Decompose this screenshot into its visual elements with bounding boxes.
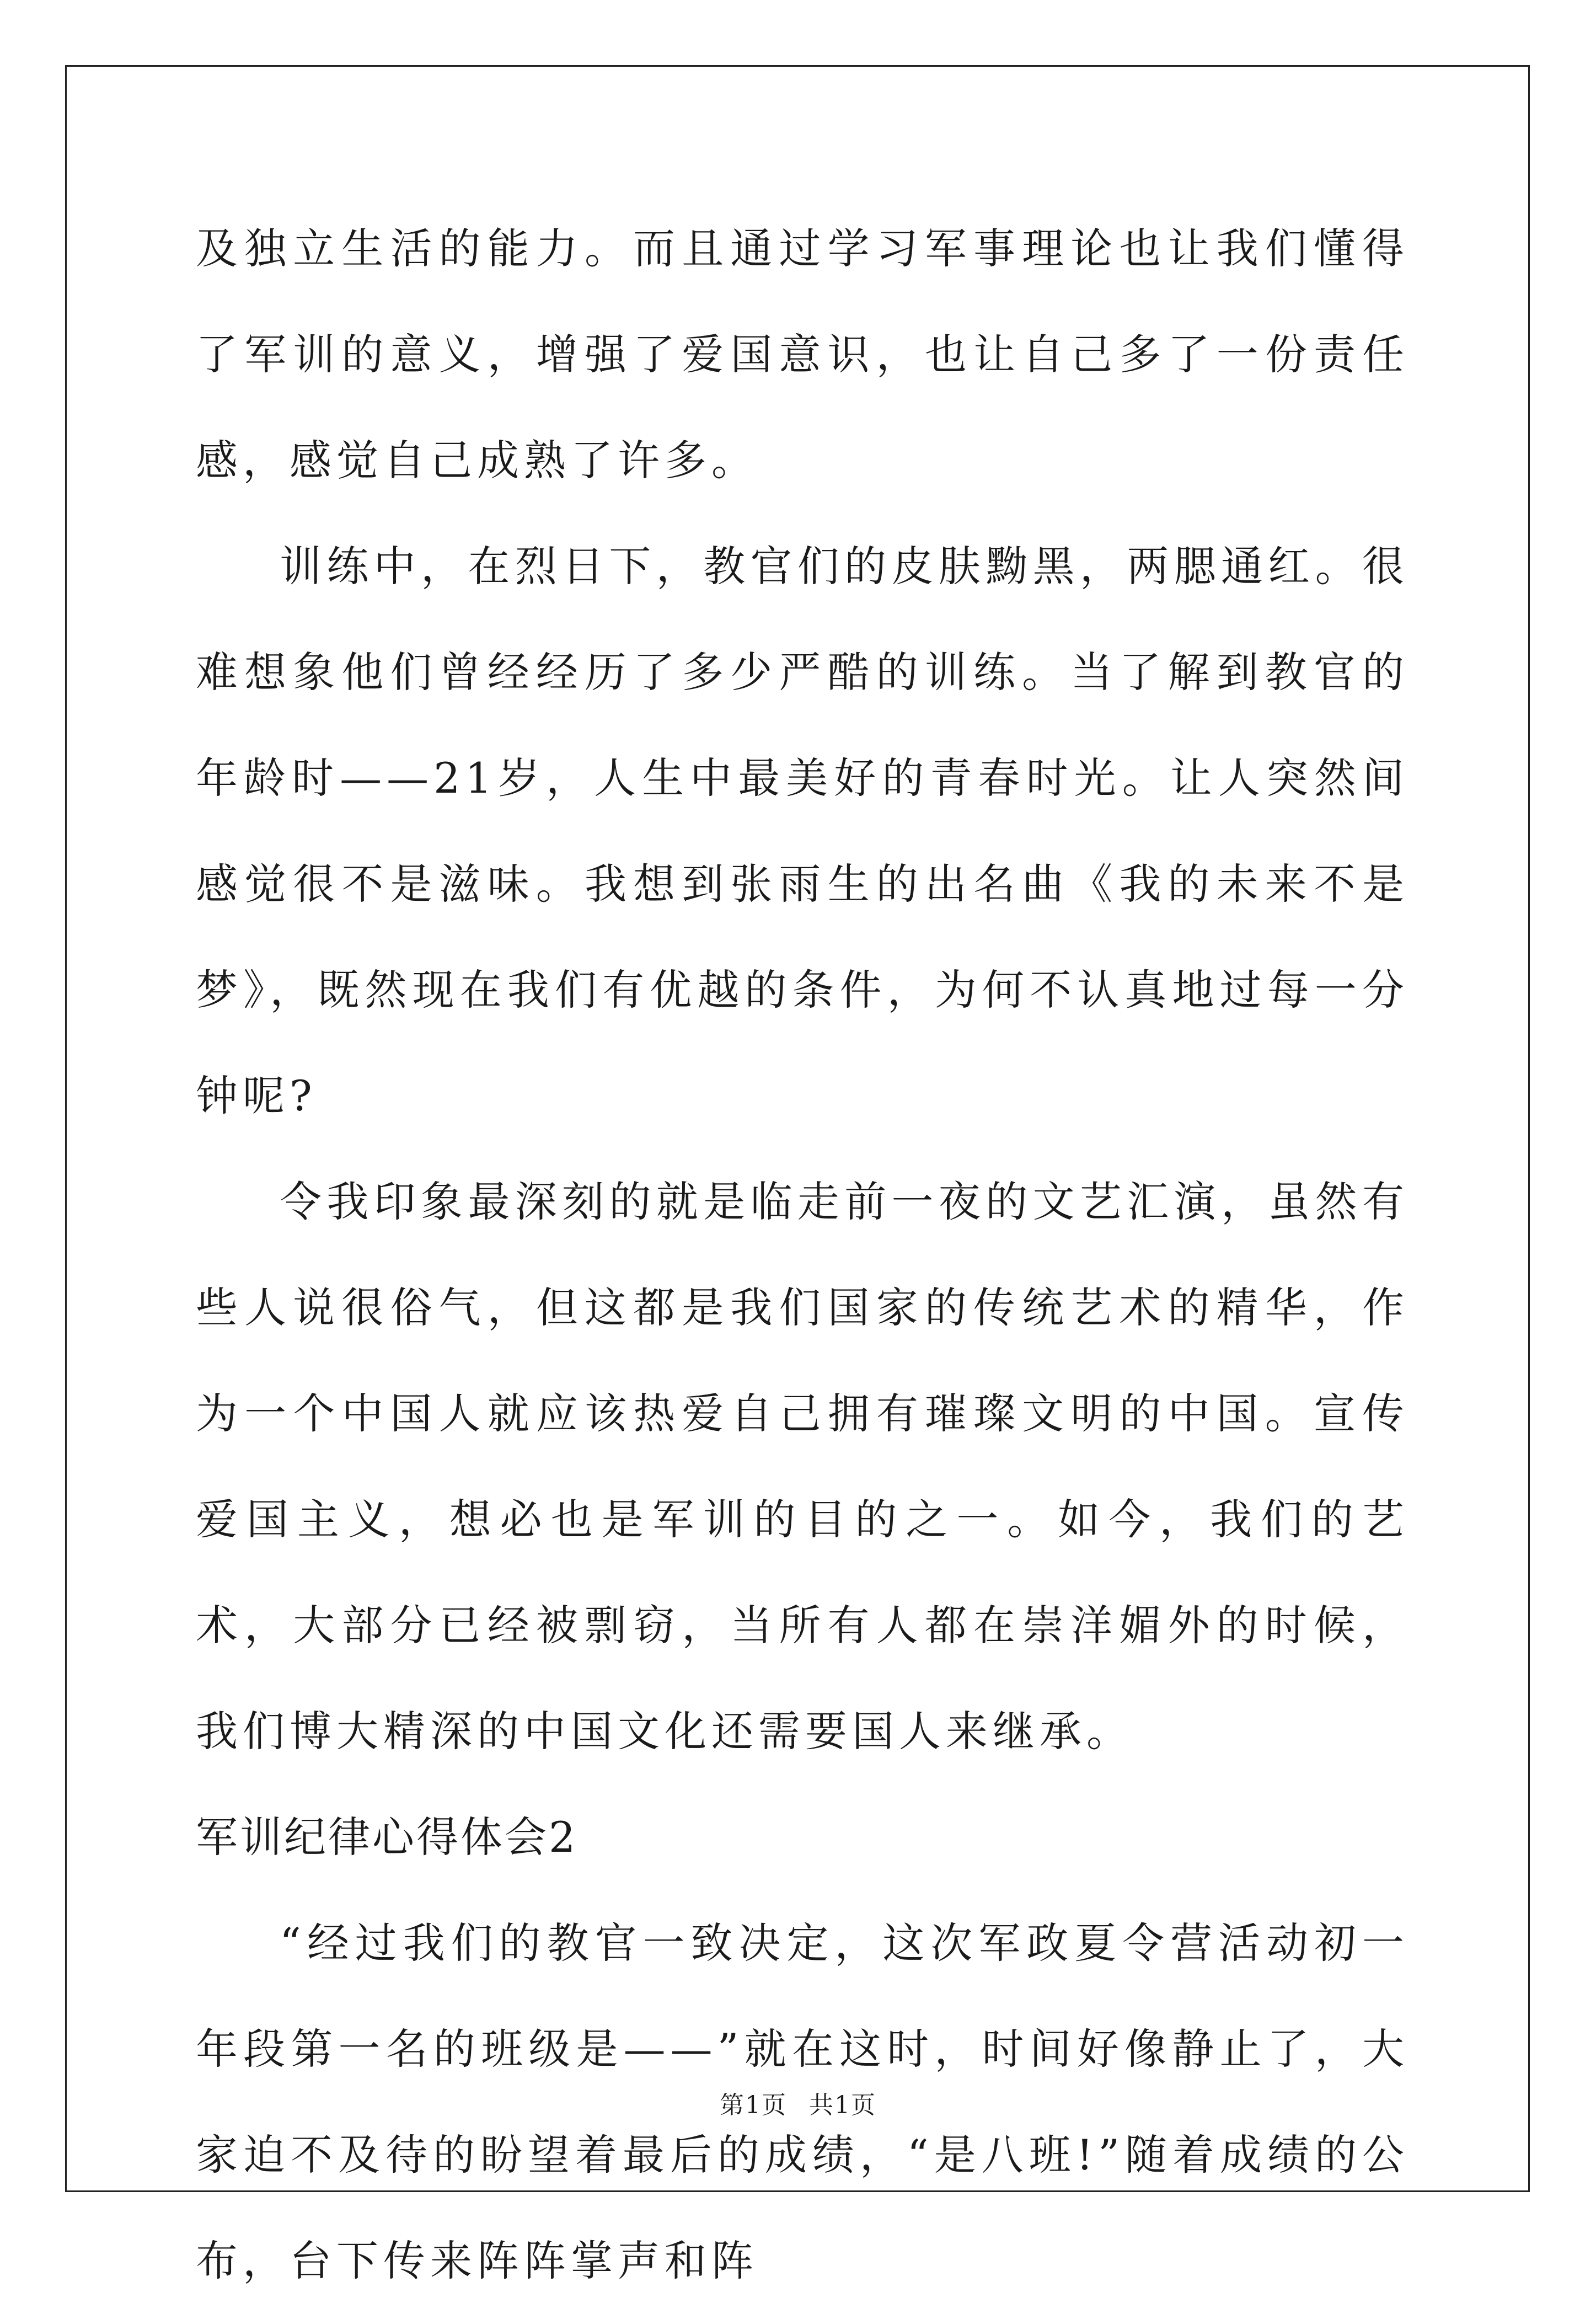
paragraph-results: “经过我们的教官一致决定，这次军政夏令营活动初一年段第一名的班级是——”就在这时，时间好像静止了，大家迫不及待的盼望着最后的成绩，“是八班!”随着成绩的公布，台下传来阵阵掌声和阵 <box>196 1918 1409 2285</box>
page-footer <box>0 2085 1596 2120</box>
page-number: 第1页 <box>720 2091 787 2119</box>
paragraph-art-show: 令我印象最深刻的就是临走前一夜的文艺汇演，虽然有些人说很俗气，但这都是我们国家的传统艺术的精华，作为一个中国人就应该热爱自己拥有璀璨文明的中国。宣传爱国主义，想必也是军训的目的之一。如今，我们的艺术，大部分已经被剽窃，当所有人都在崇洋媚外的时候，我们博大精深的中国文化还需要国人来继承。 <box>196 1177 1409 1756</box>
section-heading: 军训纪律心得体会2 <box>196 1813 578 1862</box>
paragraph-training: 训练中，在烈日下，教官们的皮肤黝黑，两腮通红。很难想象他们曾经经历了多少严酷的训练。当了解到教官的年龄时——21岁，人生中最美好的青春时光。让人突然间感觉很不是滋味。我想到张雨生的出名曲《我的未来不是梦》，既然现在我们有优越的条件，为何不认真地过每一分钟呢? <box>196 542 1409 1120</box>
paragraph-continued: 及独立生活的能力。而且通过学习军事理论也让我们懂得了军训的意义，增强了爱国意识，也让自己多了一份责任感，感觉自己成熟了许多。 <box>196 224 1409 485</box>
document-body <box>196 196 1409 2314</box>
page-total: 共1页 <box>809 2091 876 2119</box>
